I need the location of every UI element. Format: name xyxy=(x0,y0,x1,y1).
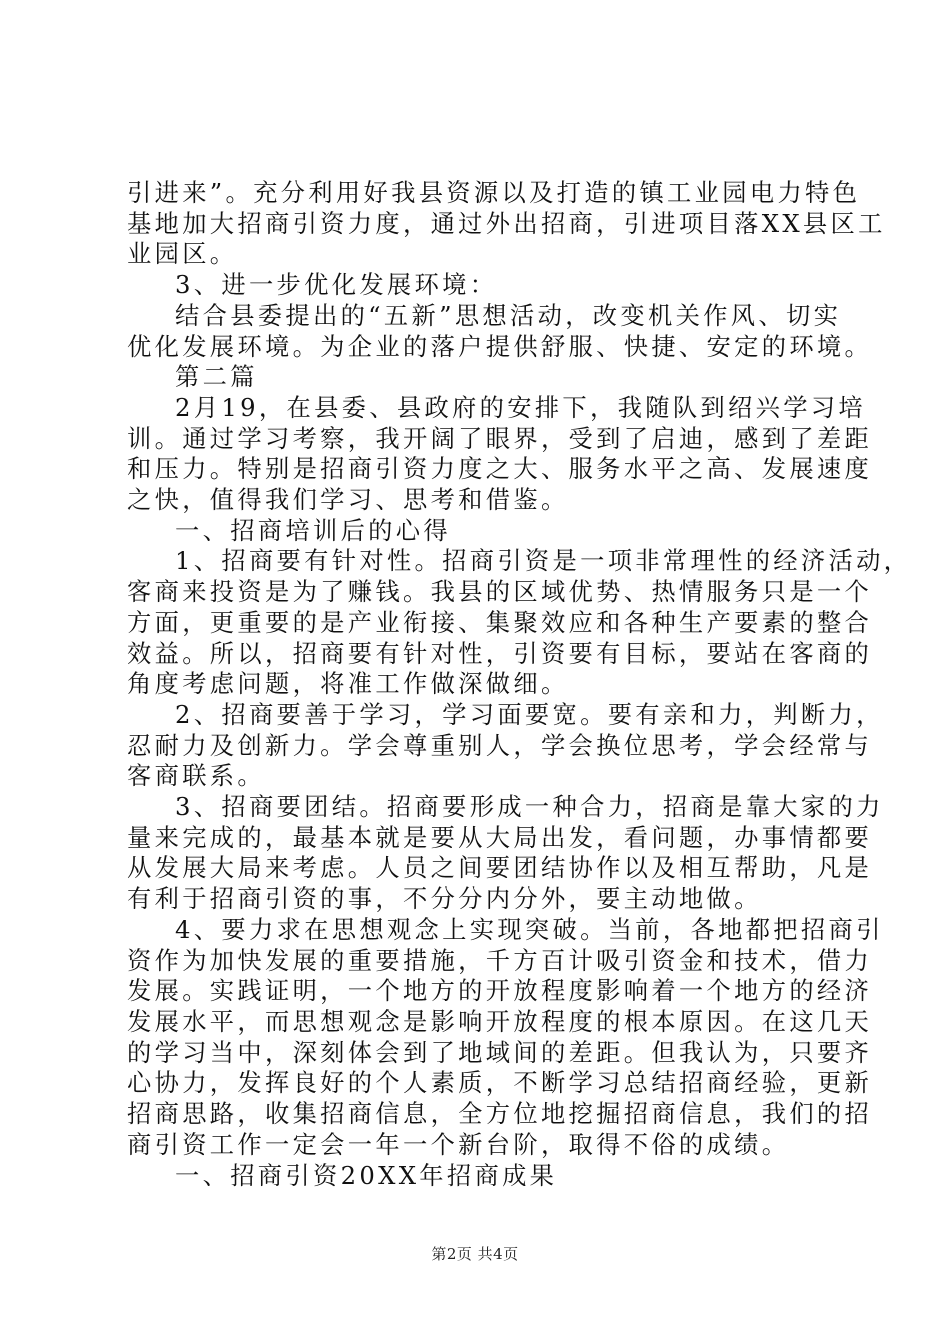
text-line: 一、招商引资20XX年招商成果 xyxy=(175,1160,558,1190)
text-line: 有利于招商引资的事，不分分内分外，要主动地做。 xyxy=(127,884,762,914)
text-line: 忍耐力及创新力。学会尊重别人，学会换位思考，学会经常与 xyxy=(127,730,873,760)
text-line: 结合县委提出的“五新”思想活动，改变机关作风、切实 xyxy=(175,300,842,330)
text-line: 招商思路，收集招商信息，全方位地挖掘招商信息，我们的招 xyxy=(127,1099,873,1129)
text-line: 优化发展环境。为企业的落户提供舒服、快捷、安定的环境。 xyxy=(127,331,873,361)
text-line: 2、招商要善于学习，学习面要宽。要有亲和力，判断力， xyxy=(175,699,884,729)
text-line: 第二篇 xyxy=(175,362,258,392)
text-line: 资作为加快发展的重要措施，千方百计吸引资金和技术，借力 xyxy=(127,945,873,975)
text-line: 业园区。 xyxy=(127,239,238,269)
text-line: 从发展大局来考虑。人员之间要团结协作以及相互帮助，凡是 xyxy=(127,853,873,883)
text-line: 和压力。特别是招商引资力度之大、服务水平之高、发展速度 xyxy=(127,454,873,484)
text-line: 引进来”。充分利用好我县资源以及打造的镇工业园电力特色 xyxy=(127,178,861,207)
text-line: 商引资工作一定会一年一个新台阶，取得不俗的成绩。 xyxy=(127,1129,790,1159)
text-line: 训。通过学习考察，我开阔了眼界，受到了启迪，感到了差距 xyxy=(127,423,873,453)
text-line: 3、招商要团结。招商要形成一种合力，招商是靠大家的力 xyxy=(175,792,884,822)
document-body xyxy=(127,178,912,1191)
text-line: 客商联系。 xyxy=(127,761,265,791)
text-line: 方面，更重要的是产业衔接、集聚效应和各种生产要素的整合 xyxy=(127,607,873,637)
text-line: 基地加大招商引资力度，通过外出招商，引进项目落XX县区工 xyxy=(127,208,886,238)
text-line: 4、要力求在思想观念上实现突破。当前，各地都把招商引 xyxy=(175,914,884,944)
text-line: 发展水平，而思想观念是影响开放程度的根本原因。在这几天 xyxy=(127,1006,873,1036)
text-line: 1、招商要有针对性。招商引资是一项非常理性的经济活动， xyxy=(175,546,912,576)
text-line: 量来完成的，最基本就是要从大局出发，看问题，办事情都要 xyxy=(127,822,873,852)
text-line: 客商来投资是为了赚钱。我县的区域优势、热情服务只是一个 xyxy=(127,577,873,607)
text-line: 角度考虑问题，将准工作做深做细。 xyxy=(127,669,569,699)
text-line: 之快，值得我们学习、思考和借鉴。 xyxy=(127,485,569,515)
text-line: 的学习当中，深刻体会到了地域间的差距。但我认为，只要齐 xyxy=(127,1037,873,1067)
text-line: 心协力，发挥良好的个人素质，不断学习总结招商经验，更新 xyxy=(127,1068,873,1098)
text-line: 一、招商培训后的心得 xyxy=(175,515,451,545)
text-line: 发展。实践证明，一个地方的开放程度影响着一个地方的经济 xyxy=(127,976,873,1006)
text-line: 效益。所以，招商要有针对性，引资要有目标，要站在客商的 xyxy=(127,638,873,668)
text-line: 2月19，在县委、县政府的安排下，我随队到绍兴学习培 xyxy=(175,392,867,422)
page-footer: 第2页 共4页 xyxy=(431,1245,519,1263)
text-line: 3、进一步优化发展环境： xyxy=(175,270,498,300)
